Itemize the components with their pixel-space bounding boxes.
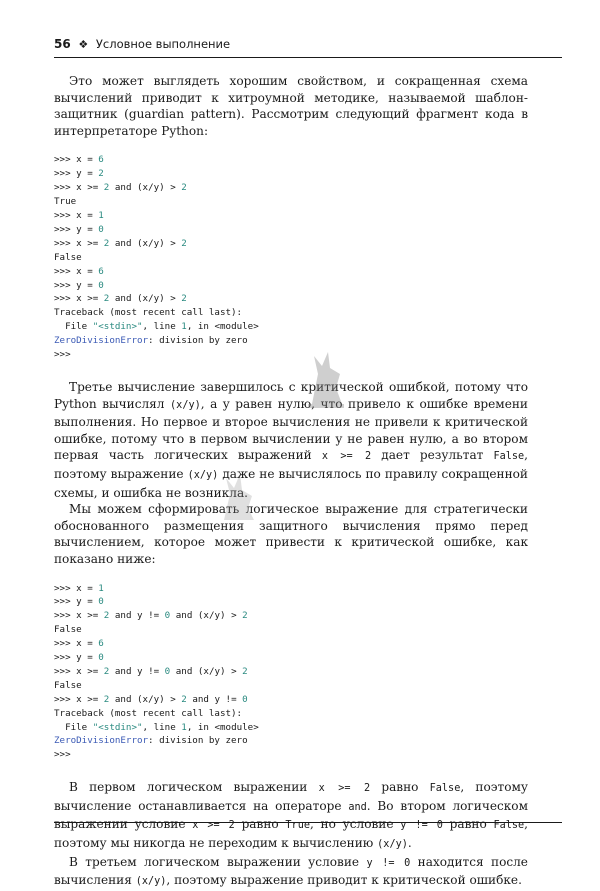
inline-code: x >= 2 [321,451,372,463]
code-number: 2 [103,610,110,622]
code-number: 1 [181,321,187,333]
code-number: 6 [98,265,104,277]
inline-code: True [285,820,310,832]
code-number: 2 [181,293,187,305]
code-number: 1 [98,210,104,221]
paragraph-3: Мы можем сформировать логическое выражение для стратегически обоснованного размещения защитного вычисления прямо перед вычислением, которое может привести к критической ошибке, как показано ниже: [54,502,528,566]
page-header [54,37,562,58]
watermark-logo-icon [214,470,262,530]
code-number: 2 [181,693,187,705]
code-exception: ZeroDivisionError [54,335,149,347]
code-number: 0 [98,223,104,235]
code-number: 2 [103,293,110,305]
code-number: 2 [103,182,110,194]
code-number: 1 [98,582,104,594]
code-number: 0 [164,610,171,622]
code-block-1: >>> x = 6 >>> y = 2 >>> x >= 2 and (x/y) > 2 True >>> x = 1 >>> y = 0 >>> x >= 2 and (x/y) > 2 False >>> x = 6 >>> y = 0 >>> x >= 2 and (x/y) > 2 Traceback (most recent call last): File "<stdin>", line 1, in <module> ZeroDivisionError: division by zero >>> [54,154,259,361]
inline-code: and [348,801,367,813]
inline-code: y != 0 [400,820,443,832]
watermark-logo-icon [302,344,350,414]
footer-rule [54,822,562,823]
code-string: "<stdin>" [92,721,143,733]
code-number: 0 [242,693,248,705]
code-block-2: >>> x = 1 >>> y = 0 >>> x >= 2 and y != 0 and (x/y) > 2 False >>> x = 6 >>> y = 0 >>> x >= 2 and y != 0 and (x/y) > 2 False >>> x >= 2 and (x/y) > 2 and y != 0 Traceback (most recent call last): File "<stdin>", line 1, in <module> ZeroDivisionError: division by zero >>> [54,582,259,761]
code-number: 0 [98,652,104,664]
inline-code: (x/y) [135,876,167,888]
inline-code: False [493,820,525,832]
code-number: 0 [164,665,171,677]
paragraph-2: Третье вычисление завершилось с критической ошибкой, потому что Python вычислял (x/y), а y равен нулю, что привело к ошибке времени выполнения. Но первое и второе вычисления не привели к критической ошибке, потому что в первом вычислении y не равен нулю, а во втором первая часть логических выражений x >= 2 дает результат False, поэтому выражение (x/y) даже не вычислялось по правилу сокращенной схемы, и ошибка не возникла. [54,379,528,500]
separator-glyph: ❖ [78,38,89,51]
code-number: 0 [98,279,104,291]
code-number: 2 [242,610,248,622]
code-number: 2 [98,168,104,180]
code-number: 2 [103,237,110,249]
inline-code: y != 0 [366,857,411,869]
code-string: "<stdin>" [92,321,143,333]
paragraph-1: Это может выглядеть хорошим свойством, и сокращенная схема вычислений приводит к хитроумной методике, называемой шаблон-защитник (guardian pattern). Рассмотрим следующий фрагмент кода в интерпретаторе Python: [54,74,528,138]
code-exception: ZeroDivisionError [54,735,149,747]
code-number: 2 [103,665,110,677]
inline-code: (x/y) [187,469,219,481]
code-number: 0 [98,596,104,608]
code-number: 1 [181,721,187,733]
inline-code: False [493,451,525,463]
inline-code: False [429,783,461,795]
inline-code: x >= 2 [192,820,235,832]
code-number: 6 [98,154,104,166]
paragraph-4: В первом логическом выражении x >= 2 равно False, поэтому вычисление останавливается на операторе and. Во втором логическом выражении условие x >= 2 равно True, но условие y != 0 равно False, поэтому мы никогда не переходим к вычислению (x/y). [54,780,528,851]
code-number: 2 [181,237,187,249]
chapter-title: Условное выполнение [95,37,231,51]
paragraph-5: В третьем логическом выражении условие y != 0 находится после вычисления (x/y), поэтому выражение приводит к критической ошибке. [54,854,528,888]
code-number: 2 [181,182,187,194]
code-number: 2 [103,693,110,705]
inline-code: (x/y) [377,839,408,851]
inline-code: x >= 2 [318,783,371,795]
page-number: 56 [54,37,71,51]
page-body [54,73,528,891]
inline-code: (x/y) [170,399,201,411]
code-number: 6 [98,638,104,650]
code-number: 2 [242,665,248,677]
